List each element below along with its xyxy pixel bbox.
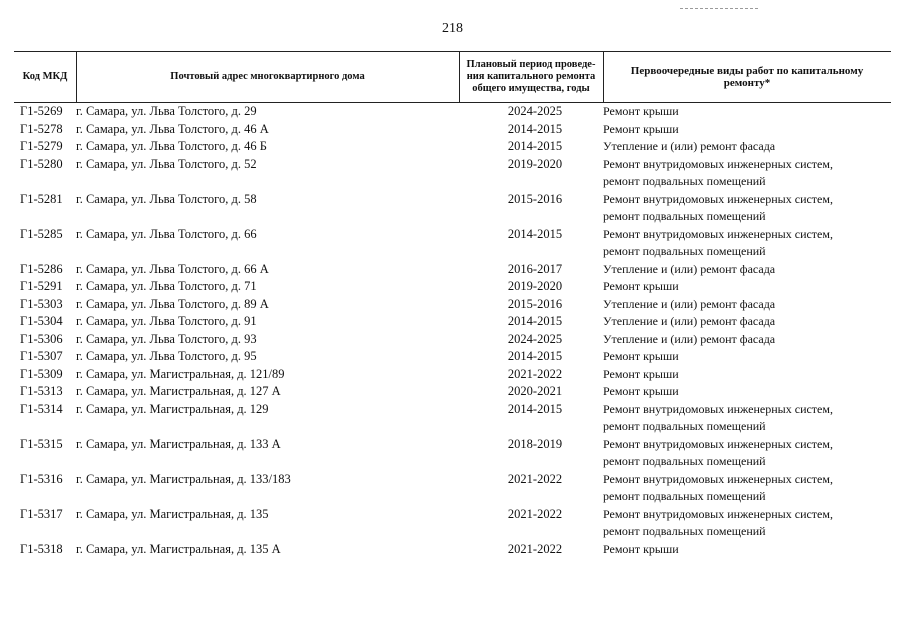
row-works (603, 226, 891, 261)
row-period: 2021-2022 (507, 471, 563, 486)
table-row (14, 383, 891, 401)
row-works (603, 191, 891, 226)
row-works-line: ремонт подвальных помещений (603, 489, 766, 503)
table-row (14, 121, 891, 139)
page-number: 218 (442, 21, 463, 36)
row-address: г. Самара, ул. Льва Толстого, д. 58 (76, 191, 257, 206)
row-works-line: Ремонт внутридомовых инженерных систем, (603, 436, 833, 451)
row-address: г. Самара, ул. Магистральная, д. 121/89 (76, 366, 285, 381)
row-works (603, 296, 891, 314)
row-code: Г1-5318 (20, 541, 63, 556)
row-works-line: Ремонт крыши (603, 384, 679, 398)
table-row (14, 278, 891, 296)
row-works (603, 366, 891, 384)
table-row (14, 156, 891, 191)
row-period: 2021-2022 (507, 366, 563, 381)
row-works (603, 506, 891, 541)
table-row (14, 138, 891, 156)
row-code: Г1-5316 (20, 471, 63, 486)
row-code: Г1-5269 (20, 104, 63, 118)
table-row (14, 226, 891, 261)
row-period: 2014-2015 (507, 139, 563, 153)
row-address: г. Самара, ул. Льва Толстого, д. 52 (76, 156, 257, 171)
row-address: г. Самара, ул. Льва Толстого, д. 93 (76, 331, 257, 346)
row-works-line: ремонт подвальных помещений (603, 419, 766, 433)
row-address: г. Самара, ул. Льва Толстого, д. 46 Б (76, 139, 267, 153)
row-works (603, 121, 891, 139)
row-code: Г1-5314 (20, 401, 63, 416)
row-works-line: Утепление и (или) ремонт фасада (603, 331, 776, 346)
row-address: г. Самара, ул. Льва Толстого, д. 91 (76, 314, 257, 328)
row-period: 2019-2020 (507, 279, 563, 293)
row-works-line: Ремонт крыши (603, 104, 679, 118)
row-code: Г1-5309 (20, 366, 63, 381)
row-works-line: Ремонт крыши (603, 366, 679, 381)
header-period (459, 52, 603, 102)
row-period: 2024-2025 (507, 331, 563, 346)
row-period: 2021-2022 (507, 541, 563, 556)
row-period: 2018-2019 (507, 436, 563, 451)
row-works (603, 348, 891, 366)
row-works-line: ремонт подвальных помещений (603, 454, 766, 468)
row-works (603, 103, 891, 121)
header-works-line: Первоочередные виды работ по капитальному (630, 65, 864, 77)
row-code: Г1-5315 (20, 436, 63, 451)
row-works-line: Ремонт крыши (603, 349, 679, 363)
row-works-line: ремонт подвальных помещений (603, 524, 766, 538)
row-period: 2019-2020 (507, 156, 563, 171)
row-address: г. Самара, ул. Магистральная, д. 129 (76, 401, 269, 416)
row-code: Г1-5285 (20, 226, 63, 241)
row-works (603, 261, 891, 279)
row-address: г. Самара, ул. Магистральная, д. 135 А (76, 541, 281, 556)
row-address: г. Самара, ул. Магистральная, д. 127 А (76, 384, 281, 398)
row-period: 2014-2015 (507, 121, 563, 136)
table-header (14, 51, 891, 103)
row-code: Г1-5304 (20, 314, 63, 328)
table-row (14, 313, 891, 331)
row-period: 2014-2015 (507, 314, 563, 328)
table-row (14, 191, 891, 226)
row-works (603, 313, 891, 331)
row-address: г. Самара, ул. Магистральная, д. 133 А (76, 436, 281, 451)
row-works (603, 331, 891, 349)
row-works-line: ремонт подвальных помещений (603, 174, 766, 188)
table-row (14, 471, 891, 506)
row-works-line: Утепление и (или) ремонт фасада (603, 296, 776, 311)
row-works (603, 156, 891, 191)
row-works-line: Ремонт крыши (603, 121, 679, 136)
row-works-line: Ремонт внутридомовых инженерных систем, (603, 156, 833, 171)
row-works-line: Ремонт крыши (603, 541, 679, 556)
row-code: Г1-5303 (20, 296, 63, 311)
row-works-line: Ремонт внутридомовых инженерных систем, (603, 471, 833, 486)
row-works-line: Ремонт внутридомовых инженерных систем, (603, 506, 833, 521)
table-body (14, 103, 891, 558)
row-code: Г1-5307 (20, 349, 63, 363)
row-period: 2014-2015 (507, 401, 563, 416)
row-works-line: Ремонт внутридомовых инженерных систем, (603, 191, 833, 206)
row-works-line: Утепление и (или) ремонт фасада (603, 314, 776, 328)
table-row (14, 103, 891, 121)
row-works-line: Ремонт внутридомовых инженерных систем, (603, 401, 833, 416)
row-address: г. Самара, ул. Льва Толстого, д. 95 (76, 349, 257, 363)
row-code: Г1-5280 (20, 156, 63, 171)
row-works (603, 541, 891, 559)
row-period: 2020-2021 (507, 384, 563, 398)
row-address: г. Самара, ул. Льва Толстого, д. 66 А (76, 261, 269, 276)
row-address: г. Самара, ул. Льва Толстого, д. 66 (76, 226, 257, 241)
row-works (603, 138, 891, 156)
row-code: Г1-5278 (20, 121, 63, 136)
row-code: Г1-5317 (20, 506, 63, 521)
row-period: 2024-2025 (507, 104, 563, 118)
row-address: г. Самара, ул. Льва Толстого, д. 89 А (76, 296, 269, 311)
header-period-line: общего имущества, годы (472, 83, 590, 94)
row-period: 2014-2015 (507, 226, 563, 241)
row-period: 2014-2015 (507, 349, 563, 363)
table-row (14, 296, 891, 314)
table-row (14, 401, 891, 436)
table-row (14, 541, 891, 559)
row-works-line: ремонт подвальных помещений (603, 209, 766, 223)
row-period: 2016-2017 (507, 261, 563, 276)
row-code: Г1-5313 (20, 384, 63, 398)
row-works (603, 383, 891, 401)
header-period-line: ния капитального ремонта (466, 71, 596, 82)
row-works-line: ремонт подвальных помещений (603, 244, 766, 258)
row-works (603, 471, 891, 506)
row-period: 2021-2022 (507, 506, 563, 521)
row-code: Г1-5279 (20, 139, 63, 153)
row-works (603, 401, 891, 436)
row-code: Г1-5291 (20, 279, 63, 293)
row-address: г. Самара, ул. Магистральная, д. 133/183 (76, 471, 291, 486)
row-address: г. Самара, ул. Льва Толстого, д. 46 А (76, 121, 269, 136)
row-code: Г1-5306 (20, 331, 63, 346)
table-row (14, 366, 891, 384)
row-address: г. Самара, ул. Льва Толстого, д. 29 (76, 104, 257, 118)
row-code: Г1-5286 (20, 261, 63, 276)
row-works (603, 436, 891, 471)
header-code: Код МКД (22, 71, 68, 82)
row-works-line: Утепление и (или) ремонт фасада (603, 139, 776, 153)
row-works-line: Ремонт внутридомовых инженерных систем, (603, 226, 833, 241)
table-row (14, 261, 891, 279)
row-period: 2015-2016 (507, 296, 563, 311)
row-works (603, 278, 891, 296)
header-works (603, 52, 891, 102)
row-address: г. Самара, ул. Льва Толстого, д. 71 (76, 279, 257, 293)
table-row (14, 331, 891, 349)
header-address: Почтовый адрес многоквартирного дома (170, 71, 365, 82)
header-works-line: ремонту* (723, 77, 771, 89)
table-row (14, 348, 891, 366)
row-period: 2015-2016 (507, 191, 563, 206)
table-row (14, 436, 891, 471)
table-row (14, 506, 891, 541)
row-address: г. Самара, ул. Магистральная, д. 135 (76, 506, 269, 521)
scan-artifact-line (680, 8, 758, 9)
row-works-line: Ремонт крыши (603, 279, 679, 293)
header-period-line: Плановый период проведе- (466, 59, 596, 70)
row-works-line: Утепление и (или) ремонт фасада (603, 261, 776, 276)
row-code: Г1-5281 (20, 191, 63, 206)
